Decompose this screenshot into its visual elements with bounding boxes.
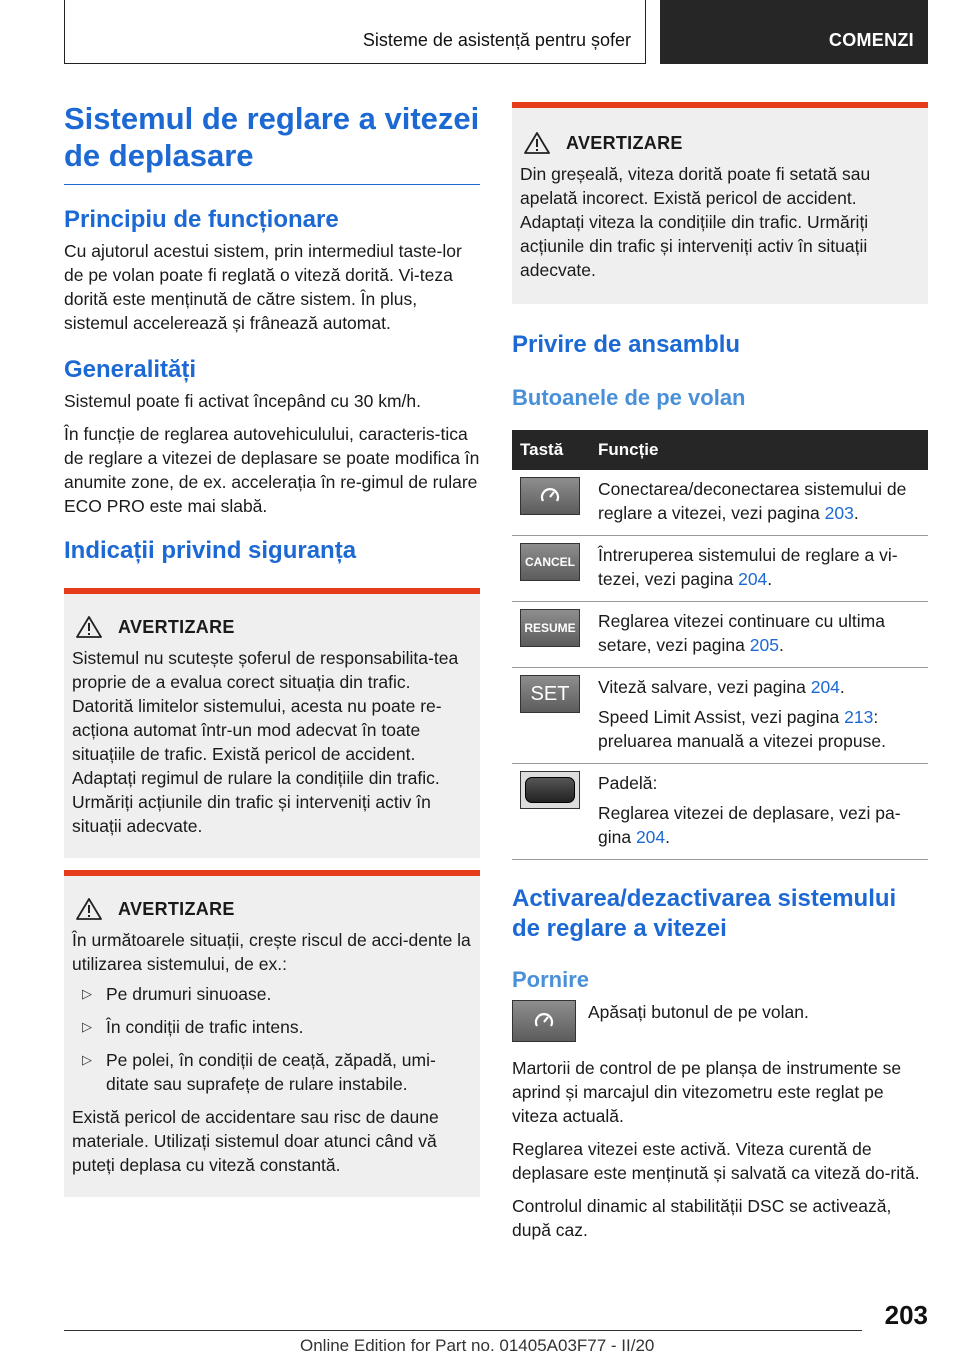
- body-paragraph-2: Reglarea vitezei este activă. Viteza curentă de deplasare este menținută și salvată ca viteză do-rită.: [512, 1139, 920, 1183]
- function-cell: [590, 536, 928, 602]
- function-line-2: [598, 705, 920, 753]
- warning-header: [72, 898, 472, 920]
- warning-intro: În următoarele situații, crește riscul de acci-dente la utilizarea sistemului, de ex.:: [72, 930, 471, 974]
- paddle-image: [520, 771, 580, 809]
- key-cell: [512, 668, 590, 764]
- warning-text: Din greșeală, viteza dorită poate fi setată sau apelată incorect. Există pericol de accident. Adaptați viteza la condițiile din trafic. Urmăriți acțiunile din trafic și interveniți activ în situații adecvate.: [520, 164, 871, 280]
- page-link[interactable]: 205: [749, 635, 779, 655]
- general-paragraph-1: Sistemul poate fi activat începând cu 30 km/h.: [64, 391, 421, 411]
- page-number: 203: [884, 1300, 928, 1330]
- speed-control-button: [520, 477, 580, 515]
- function-text: Întreruperea sistemului de reglare a vi-tezei, vezi pagina: [598, 545, 898, 589]
- warning-header: [72, 616, 472, 638]
- function-text-tail: .: [665, 827, 671, 847]
- right-column: [512, 102, 928, 1251]
- page-link[interactable]: 204: [810, 677, 840, 697]
- key-cell: [512, 602, 590, 668]
- function-line-1: [598, 675, 920, 699]
- table-row: [512, 602, 928, 668]
- left-column: [64, 100, 480, 1197]
- function-cell: [590, 764, 928, 860]
- table-row: [512, 536, 928, 602]
- warning-label: AVERTIZARE: [118, 616, 235, 637]
- principle-heading: Principiu de funcționare: [64, 206, 339, 233]
- table-header-row: [512, 430, 928, 470]
- overview-heading: Privire de ansamblu: [512, 331, 741, 358]
- function-text-tail: .: [839, 677, 845, 697]
- speedometer-icon: [539, 486, 561, 506]
- function-cell: [590, 470, 928, 536]
- start-instruction-row: [512, 1000, 928, 1042]
- table-row: [512, 470, 928, 536]
- general-heading: Generalități: [64, 356, 197, 383]
- warning-outro: Există pericol de accidentare sau risc de daune materiale. Utilizați sistemul doar atunci când vă puteți deplasa cu viteză constantă.: [72, 1107, 439, 1175]
- principle-text: Cu ajutorul acestui sistem, prin intermediul taste-lor de pe volan poate fi reglată o viteză dorită. Vi-teza dorită este menținută de către sistem. În plus, sistemul accelerează și frânează automat.: [64, 241, 462, 333]
- warning-box-3: [512, 102, 928, 304]
- key-cell: [512, 536, 590, 602]
- buttons-heading: Butoanele de pe volan: [512, 385, 746, 410]
- function-text-tail: .: [853, 503, 859, 523]
- set-button-image: SET: [520, 675, 580, 713]
- function-text: Speed Limit Assist, vezi pagina: [598, 707, 845, 727]
- warning-triangle-icon: [76, 616, 102, 638]
- warning-header: [520, 132, 920, 154]
- cancel-button-image: CANCEL: [520, 543, 580, 581]
- page-link[interactable]: 213: [844, 707, 874, 727]
- column-header-function: Funcție: [590, 430, 928, 470]
- page-link[interactable]: 204: [635, 827, 666, 847]
- warning-text: Sistemul nu scutește șoferul de responsabilita-tea proprie de a evalua corect situația din trafic. Datorită limitelor sistemului, acesta nu poate re-acționa automat într-un mod adecvat în toate situațiile de trafic. Există pericol de accident. Adaptați regimul de rulare la condițiile din trafic. Urmăriți acțiunile din trafic și interveniți activ în situații adecvate.: [72, 648, 459, 836]
- activation-heading: Activarea/dezactivarea sistemului de reglare a vitezei: [512, 885, 897, 942]
- function-text: Padelă:: [598, 773, 658, 793]
- warning-label: AVERTIZARE: [566, 132, 683, 153]
- function-text-tail: .: [767, 569, 773, 589]
- function-cell: [590, 668, 928, 764]
- footer-edition: Online Edition for Part no. 01405A03F77 - II/20: [300, 1336, 655, 1355]
- warning-box-1: [64, 588, 480, 858]
- chapter-tab: [660, 0, 928, 64]
- function-text: Conectarea/deconectarea sistemului de reglare a vitezei, vezi pagina: [598, 479, 907, 523]
- key-cell: [512, 764, 590, 860]
- table-row: [512, 668, 928, 764]
- paddle-icon: [525, 777, 575, 803]
- resume-button-image: RESUME: [520, 609, 580, 647]
- function-text: Reglarea vitezei continuare cu ultima setare, vezi pagina: [598, 611, 885, 655]
- function-line-2: [598, 801, 920, 849]
- body-paragraph-3: Controlul dinamic al stabilității DSC se activează, după caz.: [512, 1196, 892, 1240]
- page-link[interactable]: 203: [824, 503, 854, 523]
- footer-divider: [64, 1330, 862, 1331]
- list-item: ▷ Pe drumuri sinuoase.: [72, 982, 472, 1006]
- warning-label: AVERTIZARE: [118, 898, 235, 919]
- function-text-tail: .: [778, 635, 784, 655]
- key-cell: [512, 470, 590, 536]
- start-instruction: Apăsați butonul de pe volan.: [588, 1002, 809, 1022]
- section-tab: [64, 0, 646, 64]
- page-link[interactable]: 204: [738, 569, 768, 589]
- page-title: Sistemul de reglare a vitezei de deplasare: [64, 101, 480, 173]
- function-cell: [590, 602, 928, 668]
- warning-box-2: [64, 870, 480, 1197]
- chapter-title: COMENZI: [828, 30, 914, 50]
- function-line-1: [598, 771, 920, 795]
- speed-control-button: [512, 1000, 576, 1042]
- section-title: Sisteme de asistență pentru șofer: [362, 30, 631, 50]
- title-divider: [64, 184, 480, 185]
- list-item: ▷ Pe polei, în condiții de ceață, zăpadă, umi-ditate sau suprafețe de rulare instabile.: [72, 1048, 472, 1096]
- list-item: ▷ În condiții de trafic intens.: [72, 1015, 472, 1039]
- speedometer-icon: [533, 1011, 555, 1031]
- start-heading: Pornire: [512, 967, 590, 992]
- page-header: [64, 0, 928, 64]
- warning-triangle-icon: [524, 132, 550, 154]
- function-text-tail: : preluarea manuală a vitezei propuse.: [598, 707, 886, 751]
- warning-triangle-icon: [76, 898, 102, 920]
- risk-list: [72, 982, 472, 1096]
- column-header-key: Tastă: [512, 430, 590, 470]
- buttons-table: [512, 430, 928, 860]
- function-text: Viteză salvare, vezi pagina: [598, 677, 811, 697]
- safety-heading: Indicații privind siguranța: [64, 537, 357, 564]
- table-row: [512, 764, 928, 860]
- function-text: Reglarea vitezei de deplasare, vezi pa-gina: [598, 803, 901, 847]
- body-paragraph-1: Martorii de control de pe planșa de instrumente se aprind și marcajul din vitezometru este reglat pe viteza actuală.: [512, 1058, 902, 1126]
- general-paragraph-2: În funcție de reglarea autovehiculului, caracteris-tica de reglare a vitezei de deplasare se poate modifica în anumite zone, de ex. accelerația în re-gimul de rulare ECO PRO este mai slabă.: [64, 424, 480, 516]
